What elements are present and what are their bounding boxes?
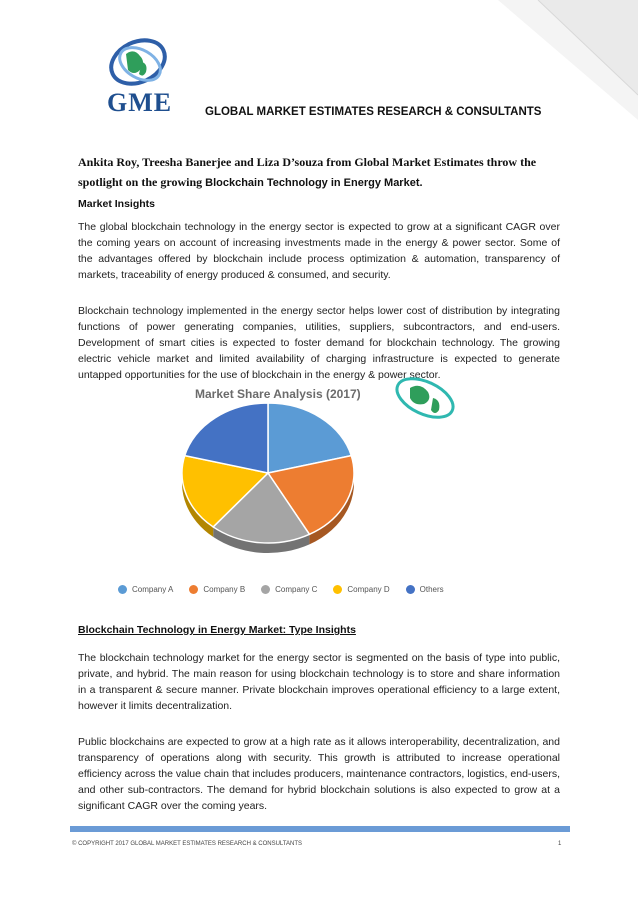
globe-watermark-icon [385,370,465,428]
footer-copyright: © COPYRIGHT 2017 GLOBAL MARKET ESTIMATES RESEARCH & CONSULTANTS [72,841,303,847]
legend-swatch [189,585,198,594]
footer-bar [70,826,570,832]
intro-highlight: Blockchain Technology in Energy Market. [205,177,423,189]
legend-item-others [406,585,444,594]
legend-label: Company C [275,585,318,594]
legend-swatch [118,585,127,594]
market-insights-para-2: Blockchain technology implemented in the energy sector helps lower cost of distribution by integrating functions of power generating companies, utilities, suppliers, subcontractors, and end-users. Development of smart cities is expected to foster demand for blockchain technology. The growing electric vehicle market and limited availability of charging infrastructure is expected to generate untapped opportunities for the use of blockchain in the energy & power sector. [78,305,560,381]
legend-item-company-b [189,585,245,594]
footer-page-number: 1 [558,841,562,847]
market-insights-heading: Market Insights [78,198,156,210]
logo-text: GME [107,88,173,117]
legend-label: Company B [203,585,246,594]
legend-swatch [333,585,342,594]
legend-item-company-d [333,585,389,594]
legend-item-company-a [118,585,173,594]
page-corner-decoration [498,0,638,120]
legend-label: Company A [132,585,174,594]
legend-label: Others [419,585,444,594]
intro-paragraph [78,152,558,193]
legend-swatch [406,585,415,594]
type-insights-para-1: The blockchain technology market for the energy sector is segmented on the basis of type into public, private, and hybrid. The main reason for using blockchain technology is to store and share information in a transparent & secure manner. Private blockchain improves operational efficiency to a large extent, however it limits decentralization. [78,652,560,712]
type-insights-heading [78,624,356,636]
market-insights-para-1: The global blockchain technology in the energy sector is expected to grow at a significant CAGR over the coming years on account of increasing investments made in the energy & power sector. Some of the advantages offered by blockchain include process optimization & automation, transparency of markets, traceability of energy produced & consumed, and security. [78,221,560,281]
page-header-title: GLOBAL MARKET ESTIMATES RESEARCH & CONSULTANTS [205,106,542,118]
legend-item-company-c [261,585,317,594]
intro-lead: Ankita Roy, Treesha Banerjee and Liza D’souza from Global Market Estimates throw the spotlight on the growing [78,155,537,189]
chart-title: Market Share Analysis (2017) [195,387,361,401]
chart-legend [118,585,444,594]
legend-label: Company D [347,585,390,594]
legend-swatch [261,585,270,594]
type-insights-heading-text: Blockchain Technology in Energy Market: Type Insights [78,624,356,636]
type-insights-para-2: Public blockchains are expected to grow at a high rate as it allows interoperability, decentralization, and transparency of operations along with security. This growth is attributed to increase operational efficiency across the value chain that includes producers, maintenance contractors, logistics, end-users, and other sub-contractors. The demand for hybrid blockchain solutions is also expected to grow at a significant CAGR over the coming years. [78,736,560,812]
